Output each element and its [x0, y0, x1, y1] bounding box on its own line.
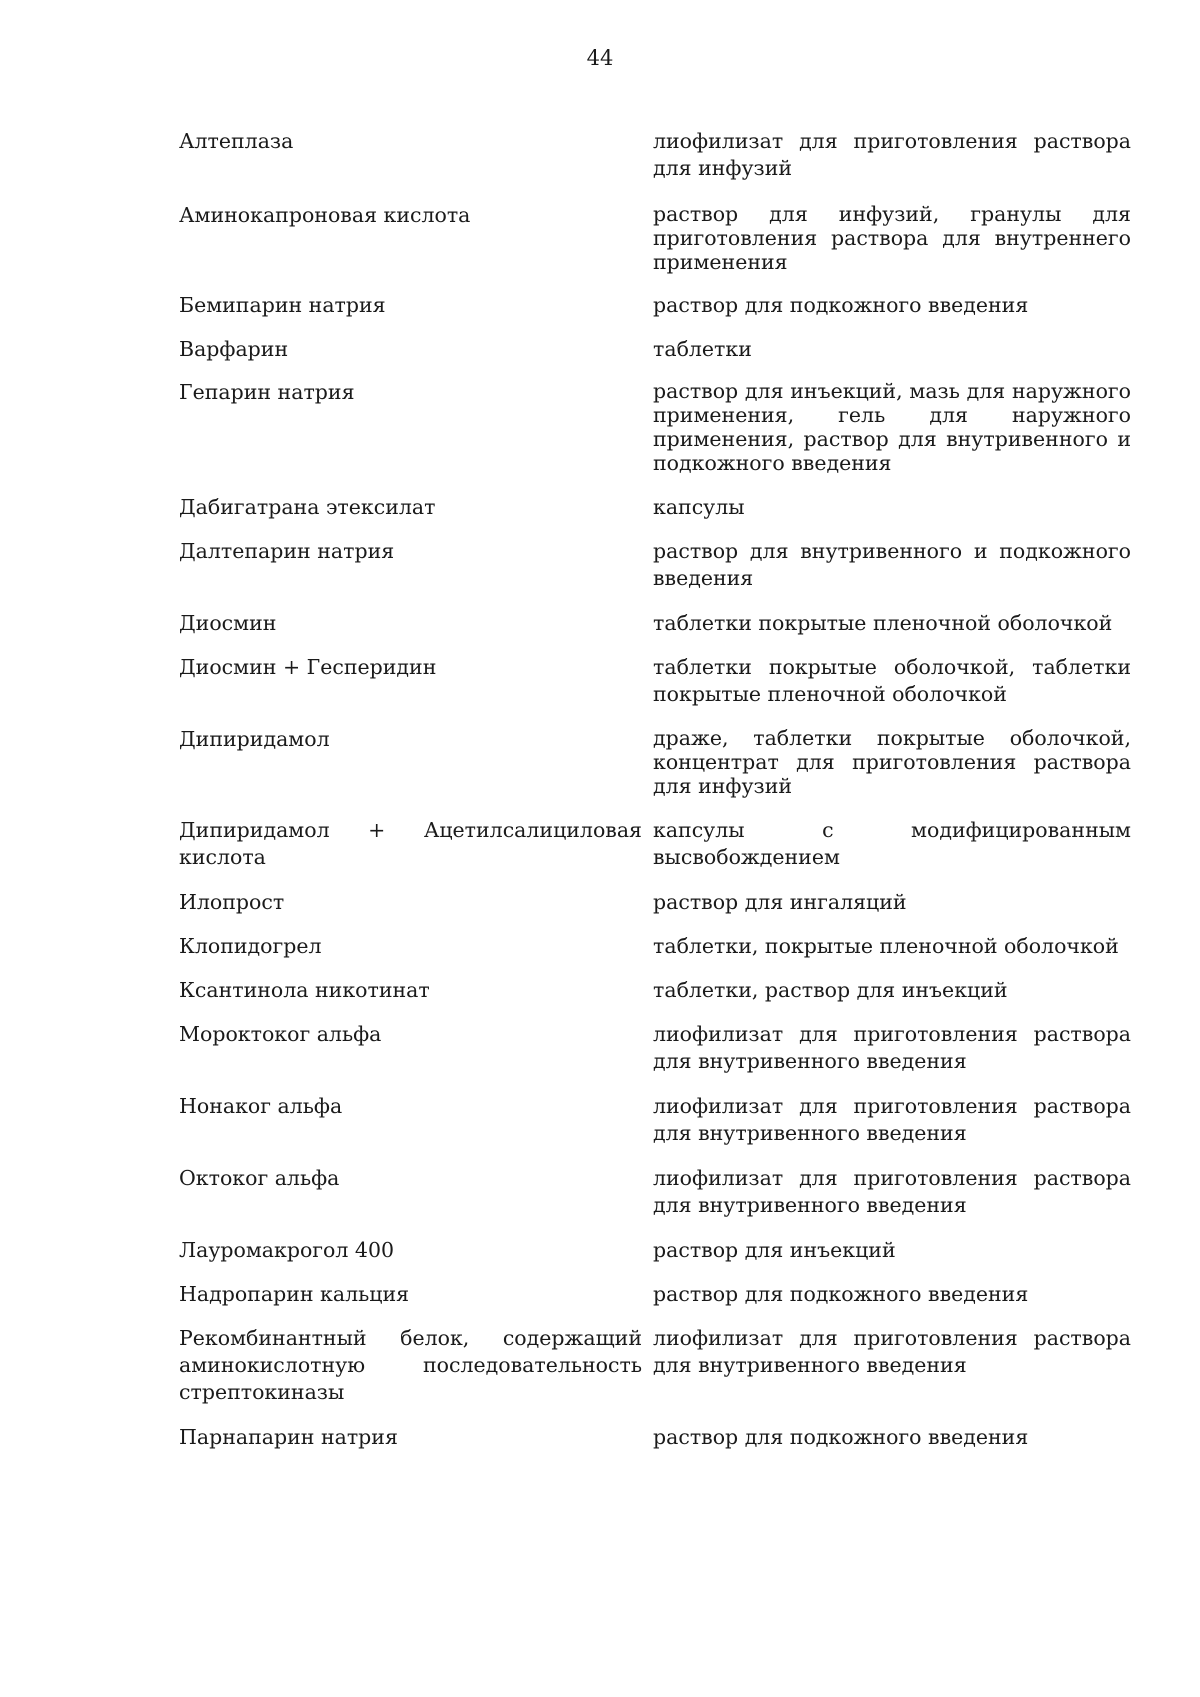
table-row	[179, 1021, 1131, 1075]
drug-name: Надропарин кальция	[179, 1282, 410, 1306]
drug-name: Варфарин	[179, 337, 289, 361]
table-row	[179, 128, 1131, 182]
drug-name: Клопидогрел	[179, 934, 322, 958]
drug-name: Аминокапроновая кислота	[179, 203, 471, 227]
drug-name: Рекомбинантный белок, содержащий аминокислотную последовательность стрептокиназы	[179, 1326, 642, 1404]
table-row	[179, 1093, 1131, 1147]
dosage-form: таблетки покрытые пленочной оболочкой	[653, 611, 1113, 635]
page-number: 44	[586, 46, 614, 70]
drug-table	[179, 128, 1131, 1451]
dosage-form: раствор для внутривенного и подкожного введения	[653, 539, 1131, 590]
dosage-form: таблетки, раствор для инъекций	[653, 978, 1008, 1002]
dosage-form: лиофилизат для приготовления раствора для внутривенного введения	[653, 1094, 1131, 1145]
table-row	[179, 889, 1131, 916]
dosage-form: раствор для ингаляций	[653, 890, 907, 914]
table-row	[179, 538, 1131, 592]
dosage-form: капсулы	[653, 495, 745, 519]
drug-name: Нонаког альфа	[179, 1094, 343, 1118]
table-row	[179, 336, 1131, 363]
table-row	[179, 292, 1131, 319]
drug-name: Дабигатрана этексилат	[179, 495, 436, 519]
dosage-form: раствор для подкожного введения	[653, 293, 1029, 317]
dosage-form: лиофилизат для приготовления раствора для внутривенного введения	[653, 1166, 1131, 1217]
drug-name: Октоког альфа	[179, 1166, 340, 1190]
table-row	[179, 933, 1131, 960]
table-row	[179, 977, 1131, 1004]
drug-name: Илопрост	[179, 890, 285, 914]
table-row	[179, 494, 1131, 521]
drug-name: Гепарин натрия	[179, 380, 355, 404]
dosage-form: лиофилизат для приготовления раствора для инфузий	[653, 129, 1131, 180]
dosage-form: раствор для подкожного введения	[653, 1282, 1029, 1306]
dosage-form: раствор для подкожного введения	[653, 1425, 1029, 1449]
table-row	[179, 817, 1131, 871]
drug-name: Бемипарин натрия	[179, 293, 386, 317]
drug-name: Диосмин + Гесперидин	[179, 655, 437, 679]
drug-name: Дипиридамол + Ацетилсалициловая кислота	[179, 818, 642, 869]
table-row	[179, 1424, 1131, 1451]
drug-name: Парнапарин натрия	[179, 1425, 398, 1449]
dosage-form: таблетки, покрытые пленочной оболочкой	[653, 934, 1119, 958]
dosage-form: раствор для инфузий, гранулы для приготовления раствора для внутреннего применения	[653, 202, 1131, 274]
table-row	[179, 1325, 1131, 1406]
dosage-form: лиофилизат для приготовления раствора для внутривенного введения	[653, 1326, 1131, 1377]
drug-name: Дипиридамол	[179, 727, 330, 751]
dosage-form: лиофилизат для приготовления раствора для внутривенного введения	[653, 1022, 1131, 1073]
dosage-form: таблетки покрытые оболочкой, таблетки покрытые пленочной оболочкой	[653, 655, 1131, 706]
dosage-form: раствор для инъекций, мазь для наружного применения, гель для наружного применения, раствор для внутривенного и подкожного введения	[653, 379, 1131, 475]
table-row	[179, 379, 1131, 475]
table-row	[179, 610, 1131, 637]
table-row	[179, 1281, 1131, 1308]
table-row	[179, 654, 1131, 708]
dosage-form: капсулы с модифицированным высвобождением	[653, 818, 1131, 869]
dosage-form: раствор для инъекций	[653, 1238, 896, 1262]
dosage-form: таблетки	[653, 337, 752, 361]
dosage-form: драже, таблетки покрытые оболочкой, концентрат для приготовления раствора для инфузий	[653, 726, 1131, 798]
table-row	[179, 202, 1131, 274]
drug-name: Далтепарин натрия	[179, 539, 395, 563]
drug-name: Диосмин	[179, 611, 277, 635]
drug-name: Мороктоког альфа	[179, 1022, 382, 1046]
drug-name: Алтеплаза	[179, 129, 294, 153]
table-row	[179, 726, 1131, 798]
table-row	[179, 1237, 1131, 1264]
drug-name: Лауромакрогол 400	[179, 1238, 395, 1262]
table-row	[179, 1165, 1131, 1219]
drug-name: Ксантинола никотинат	[179, 978, 430, 1002]
